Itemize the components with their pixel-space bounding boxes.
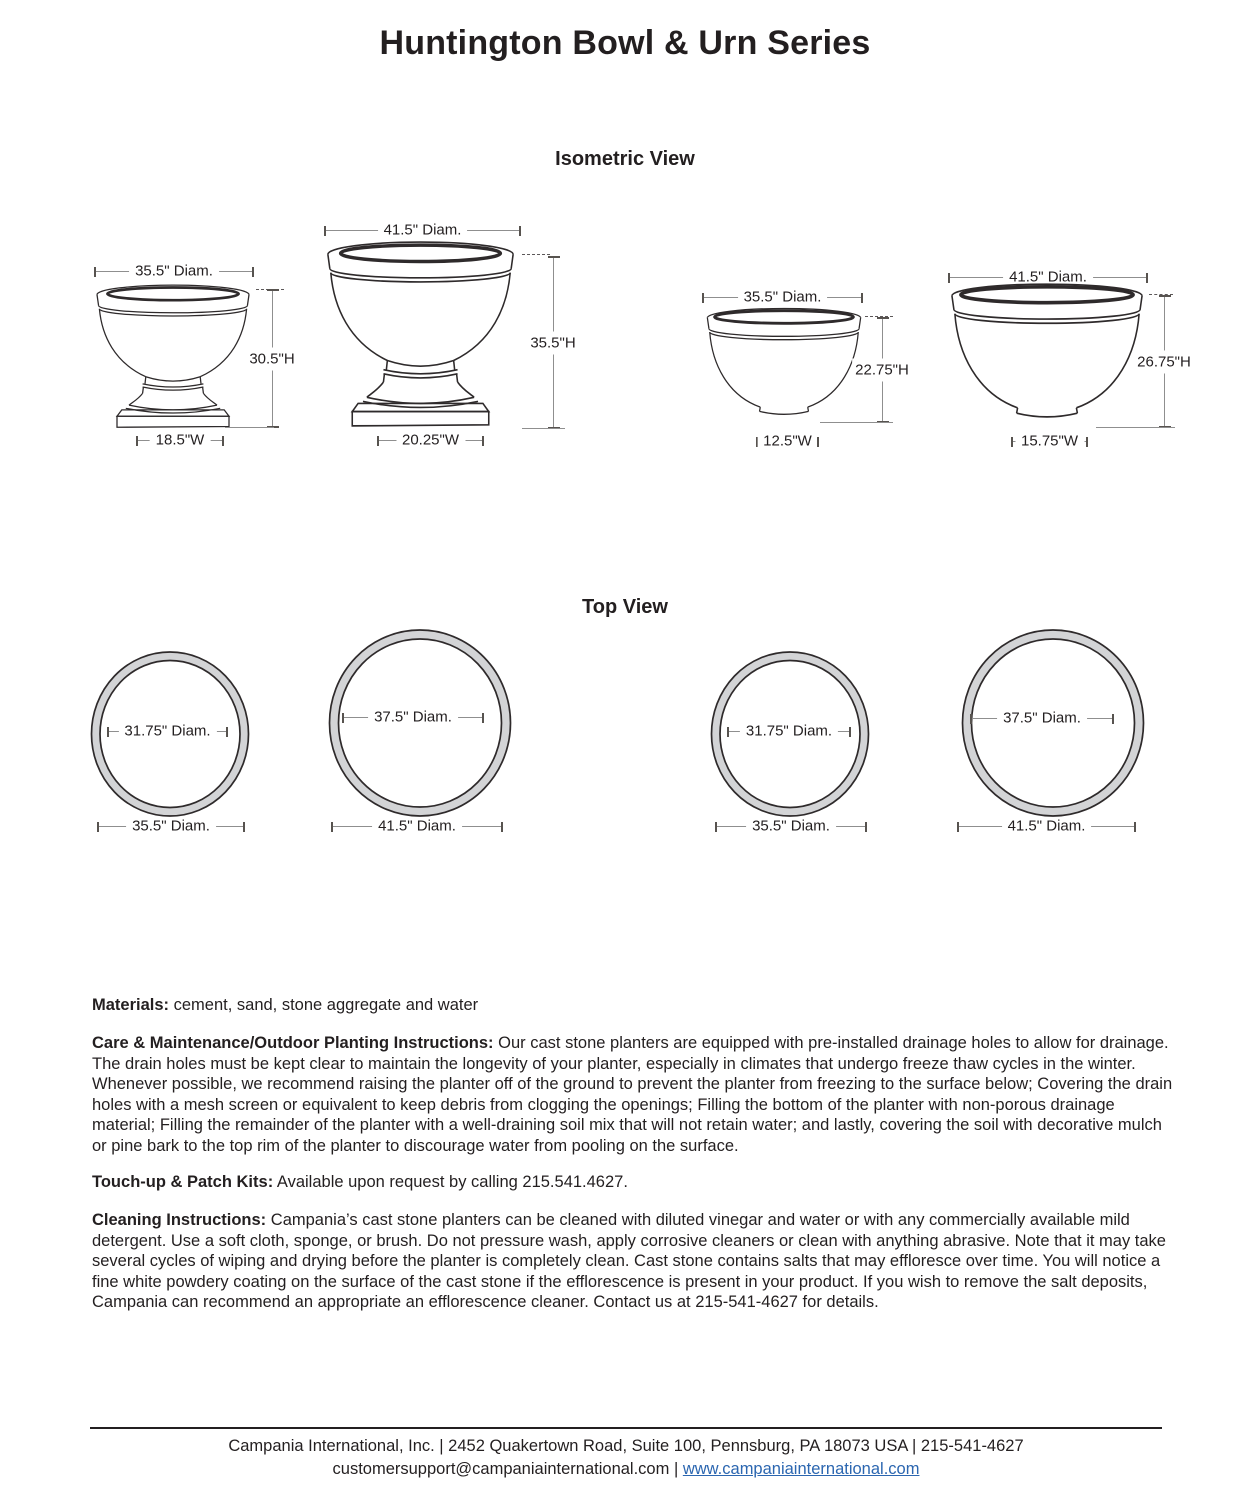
inner-diameter-dimension-line xyxy=(343,708,483,726)
base-width-label: 15.75"W xyxy=(1015,433,1084,450)
footer-website-link[interactable]: www.campaniainternational.com xyxy=(682,1460,920,1478)
materials-paragraph xyxy=(92,995,1177,1016)
touchup-paragraph xyxy=(92,1172,1177,1193)
height-dimension-line xyxy=(855,318,909,422)
isometric-view-heading: Isometric View xyxy=(555,148,695,170)
extension-line xyxy=(522,254,550,255)
outer-diameter-label: 41.5" Diam. xyxy=(1002,818,1092,835)
inner-diameter-dimension-line xyxy=(971,709,1113,727)
footer-separator: | xyxy=(673,1460,679,1478)
outer-diameter-dimension-line xyxy=(332,817,502,835)
care-maintenance-label: Care & Maintenance/Outdoor Planting Instructions: xyxy=(92,1034,494,1052)
outer-diameter-label: 41.5" Diam. xyxy=(372,818,462,835)
outer-diameter-dimension-line xyxy=(716,817,866,835)
base-width-dimension-line xyxy=(1012,432,1087,450)
cleaning-text: Campania’s cast stone planters can be cleaned with diluted vinegar and water or with any commercially available mild detergent. Use a soft cloth, sponge, or brush. Do not pressure wash, apply corrosive cleaners or clean with anything abrasive. Note that it may take several cycles of wiping and drying before the planter is completely clean. Cast stone contains salts that may effloresce over time. You will notice a fine white powdery coating on the surface of the cast stone if the efflorescence is present in your product. If you wish to remove the salt deposits, Campania can recommend an appropriate an efflorescence cleaner. Contact us at 215-541-4627 for details. xyxy=(92,1211,1166,1312)
top-view-heading: Top View xyxy=(582,596,668,618)
extension-line xyxy=(225,427,274,428)
drawing-urn-small xyxy=(90,262,295,450)
drawing-bowl-large xyxy=(945,268,1190,450)
outer-diameter-dimension-line xyxy=(98,817,244,835)
inner-diameter-label: 31.75" Diam. xyxy=(740,723,838,740)
outer-diameter-dimension-line xyxy=(958,817,1135,835)
base-width-dimension-line xyxy=(757,432,818,450)
base-width-dimension-line xyxy=(137,431,223,449)
height-dimension-line xyxy=(530,257,576,428)
bowl-line-drawing xyxy=(705,306,863,424)
care-maintenance-paragraph xyxy=(92,1033,1177,1157)
base-width-label: 20.25"W xyxy=(396,432,465,449)
topview-ring-3 xyxy=(700,645,880,840)
diameter-dimension-line xyxy=(703,288,862,306)
base-width-label: 12.5"W xyxy=(757,433,818,450)
topview-ring-1 xyxy=(80,645,260,840)
cleaning-paragraph xyxy=(92,1210,1177,1313)
topview-ring-4 xyxy=(953,625,1153,840)
footer-email: customersupport@campaniainternational.com xyxy=(332,1460,670,1478)
diameter-label: 35.5" Diam. xyxy=(129,263,219,280)
touchup-text: Available upon request by calling 215.541.4627. xyxy=(276,1173,628,1191)
footer-divider xyxy=(90,1427,1162,1429)
topview-ring-2 xyxy=(320,625,520,840)
diameter-dimension-line xyxy=(325,221,520,239)
materials-label: Materials: xyxy=(92,996,170,1014)
outer-diameter-label: 35.5" Diam. xyxy=(746,818,836,835)
inner-diameter-label: 37.5" Diam. xyxy=(997,710,1087,727)
cleaning-label: Cleaning Instructions: xyxy=(92,1211,267,1229)
diameter-label: 41.5" Diam. xyxy=(1003,269,1093,286)
extension-line xyxy=(522,428,565,429)
height-label: 22.75"H xyxy=(852,359,912,382)
extension-line xyxy=(820,422,893,423)
diameter-label: 41.5" Diam. xyxy=(378,222,468,239)
extension-line xyxy=(1096,427,1175,428)
inner-diameter-dimension-line xyxy=(108,722,227,740)
diameter-label: 35.5" Diam. xyxy=(738,289,828,306)
urn-line-drawing xyxy=(323,238,518,432)
height-dimension-line xyxy=(1137,296,1191,427)
bowl-line-drawing xyxy=(949,281,1145,429)
height-label: 26.75"H xyxy=(1134,350,1194,373)
materials-text: cement, sand, stone aggregate and water xyxy=(173,996,479,1014)
height-label: 35.5"H xyxy=(527,331,578,354)
diameter-dimension-line xyxy=(949,268,1147,286)
inner-diameter-label: 37.5" Diam. xyxy=(368,709,458,726)
base-width-dimension-line xyxy=(378,431,483,449)
diameter-dimension-line xyxy=(95,262,253,280)
page-title: Huntington Bowl & Urn Series xyxy=(379,24,871,62)
drawing-urn-large xyxy=(320,221,576,452)
inner-diameter-dimension-line xyxy=(728,722,850,740)
care-maintenance-text: Our cast stone planters are equipped with pre-installed drainage holes to allow for drainage. The drain holes must be kept clear to maintain the longevity of your planter, especially in climates that undergo freeze thaw cycles in the winter. Whenever possible, we recommend raising the planter off of the ground to prevent the planter from freezing to the surface below; Covering the drain holes with a mesh screen or equivalent to keep debris from clogging the openings; Filling the bottom of the planter with non-porous drainage material; Filling the remainder of the planter with a well-draining soil mix that will not retain water; and lastly, covering the soil with decorative mulch or pine bark to the top rim of the planter to discourage water from pooling on the surface. xyxy=(92,1034,1173,1155)
height-label: 30.5"H xyxy=(246,347,297,370)
outer-diameter-label: 35.5" Diam. xyxy=(126,818,216,835)
base-width-label: 18.5"W xyxy=(150,432,211,449)
inner-diameter-label: 31.75" Diam. xyxy=(118,723,216,740)
urn-line-drawing xyxy=(93,282,253,432)
height-dimension-line xyxy=(249,290,295,427)
drawing-bowl-small xyxy=(700,288,915,450)
footer-contact-line xyxy=(90,1460,1162,1479)
touchup-label: Touch-up & Patch Kits: xyxy=(92,1173,274,1191)
footer-address-line: Campania International, Inc. | 2452 Quakertown Road, Suite 100, Pennsburg, PA 18073 USA | 215-541-4627 xyxy=(228,1437,1024,1455)
